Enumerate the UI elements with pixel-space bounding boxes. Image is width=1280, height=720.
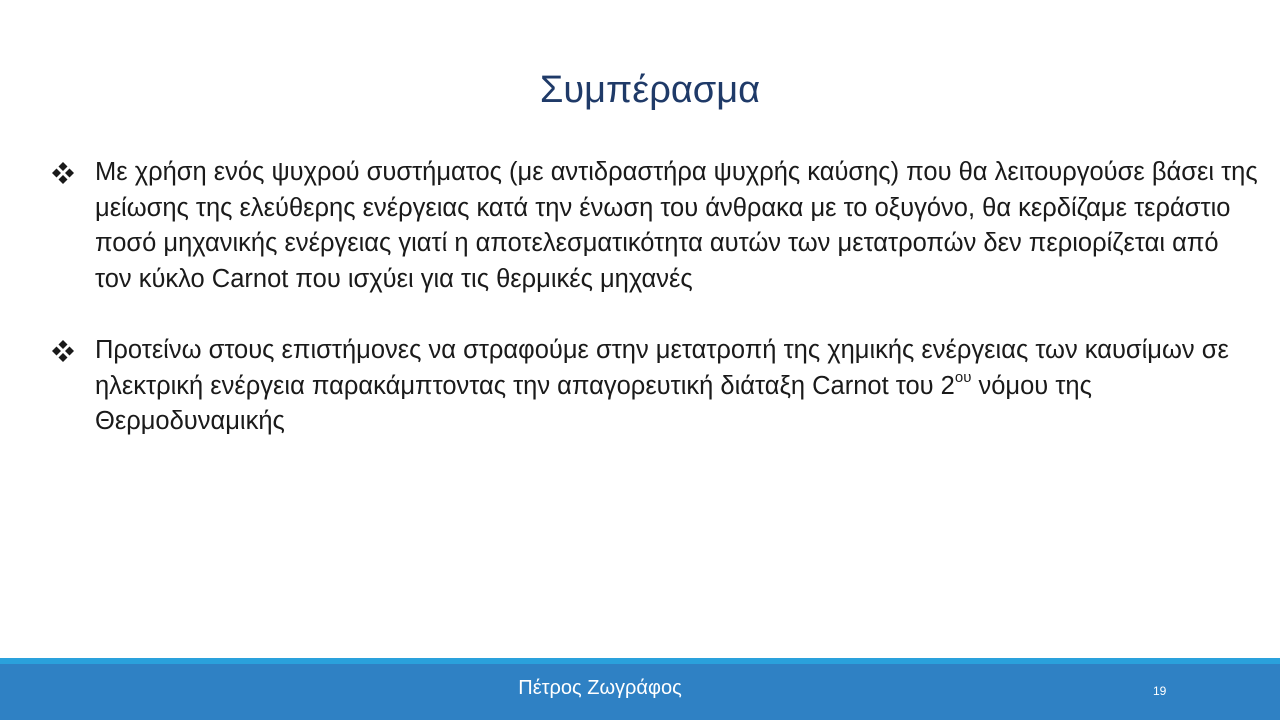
slide-number: 19 — [1153, 684, 1167, 698]
bullet-item-2 — [52, 333, 1262, 440]
ordinal-superscript: ου — [954, 369, 972, 386]
four-diamond-bullet-icon — [52, 340, 74, 362]
four-diamond-bullet-icon — [52, 162, 74, 184]
bullet-text-2-main: Προτείνω στους επιστήμονες να στραφούμε στην μετατροπή της χημικής ενέργειας των καυσίμων σε ηλεκτρική ενέργεια παρακάμπτοντας την απαγορευτική διάταξη Carnot του 2 — [95, 336, 1229, 400]
bullet-list — [52, 155, 1262, 440]
bullet-text-2-tail: νόμου της Θερμοδυναμικής — [95, 371, 1092, 435]
bullet-text-2 — [95, 336, 1229, 435]
bullet-text-1: Με χρήση ενός ψυχρού συστήματος (με αντιδραστήρα ψυχρής καύσης) που θα λειτουργούσε βάσει της μείωσης της ελεύθερης ενέργειας κατά την ένωση του άνθρακα με το οξυγόνο, θα κερδίζαμε τεράστιο ποσό μηχανικής ενέργειας γιατί η αποτελεσματικότητα αυτών των μετατροπών δεν περιορίζεται από τον κύκλο Carnot που ισχύει για τις θερμικές μηχανές — [95, 158, 1258, 293]
bullet-item-1 — [52, 155, 1262, 297]
slide-title: Συμπέρασμα — [539, 69, 761, 111]
footer-author: Πέτρος Ζωγράφος — [518, 677, 682, 699]
footer-bar — [0, 658, 1280, 720]
